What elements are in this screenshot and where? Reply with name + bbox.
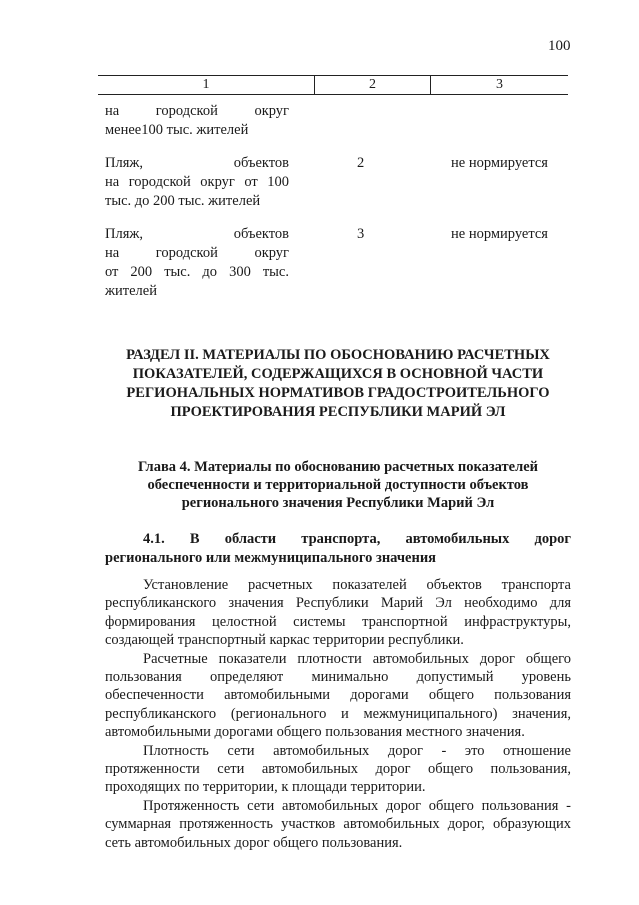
table-cell-line: Пляж, объектов	[105, 155, 289, 171]
paragraph: Установление расчетных показателей объектов транспорта республиканского значения Республики Марий Эл необходимо для формирования целостной системы транспортной инфраструктуры, создающей транспортный каркас территории республики.	[105, 577, 571, 649]
paragraph: Протяженность сети автомобильных дорог общего пользования - суммарная протяженность участков автомобильных дорог, образующих сеть автомобильных дорог общего пользования.	[105, 797, 571, 851]
table-header-row	[98, 75, 568, 95]
table-cell-line: тыс. до 200 тыс. жителей	[105, 193, 261, 209]
paragraph: Расчетные показатели плотности автомобильных дорог общего пользования определяют минимально допустимый уровень обеспеченности автомобильными дорогами общего пользования республиканского (регионального и межмуниципального) значения, автомобильными дорогами общего пользования местного значения.	[105, 650, 571, 741]
chapter-title	[105, 458, 571, 512]
chapter-title-line: регионального значения Республики Марий Эл	[181, 495, 495, 511]
chapter-title-line: обеспеченности и территориальной доступности объектов	[147, 477, 529, 493]
paragraph: Плотность сети автомобильных дорог - это отношение протяженности сети автомобильных дорог общего пользования, проходящих по территории, к площади территории.	[105, 742, 571, 796]
page-number: 100	[548, 38, 571, 54]
table-cell-line: жителей	[105, 283, 157, 299]
chapter-title-line: Глава 4. Материалы по обоснованию расчетных показателей	[137, 459, 539, 475]
section-title	[105, 346, 571, 422]
table-row-2-col-3: не нормируется	[451, 155, 548, 171]
section-title-line: ПОКАЗАТЕЛЕЙ, СОДЕРЖАЩИХСЯ В ОСНОВНОЙ ЧАСТИ	[132, 366, 544, 382]
table-row-3-text	[105, 225, 289, 301]
body-text	[105, 576, 571, 852]
subsection-heading-line: 4.1. В области транспорта, автомобильных дорог	[143, 531, 571, 547]
table-header-col-3: 3	[496, 77, 503, 92]
table-cell-line: на городской округ	[105, 245, 289, 261]
table-cell-line: менее100 тыс. жителей	[105, 122, 249, 138]
table-row-2-col-2: 2	[357, 155, 365, 171]
table-row-1-text	[105, 102, 289, 140]
table-cell-line: Пляж, объектов	[105, 226, 289, 242]
table-row-2-text	[105, 154, 289, 211]
table-cell-line: на городской округ от 100	[105, 174, 289, 190]
table-row-3-col-2: 3	[357, 226, 365, 242]
table-header-col-2: 2	[369, 77, 376, 92]
table-row-3-col-3: не нормируется	[451, 226, 548, 242]
subsection-heading	[105, 530, 571, 568]
section-title-line: ПРОЕКТИРОВАНИЯ РЕСПУБЛИКИ МАРИЙ ЭЛ	[170, 404, 506, 420]
section-title-line: РЕГИОНАЛЬНЫХ НОРМАТИВОВ ГРАДОСТРОИТЕЛЬНОГО	[126, 385, 550, 401]
table-header-col-1: 1	[202, 77, 210, 92]
table-cell-line: на городской округ	[105, 103, 289, 119]
table-cell-line: от 200 тыс. до 300 тыс.	[105, 264, 289, 280]
section-title-line: РАЗДЕЛ II. МАТЕРИАЛЫ ПО ОБОСНОВАНИЮ РАСЧЕТНЫХ	[126, 347, 550, 363]
subsection-heading-line: регионального или межмуниципального значения	[105, 550, 437, 566]
